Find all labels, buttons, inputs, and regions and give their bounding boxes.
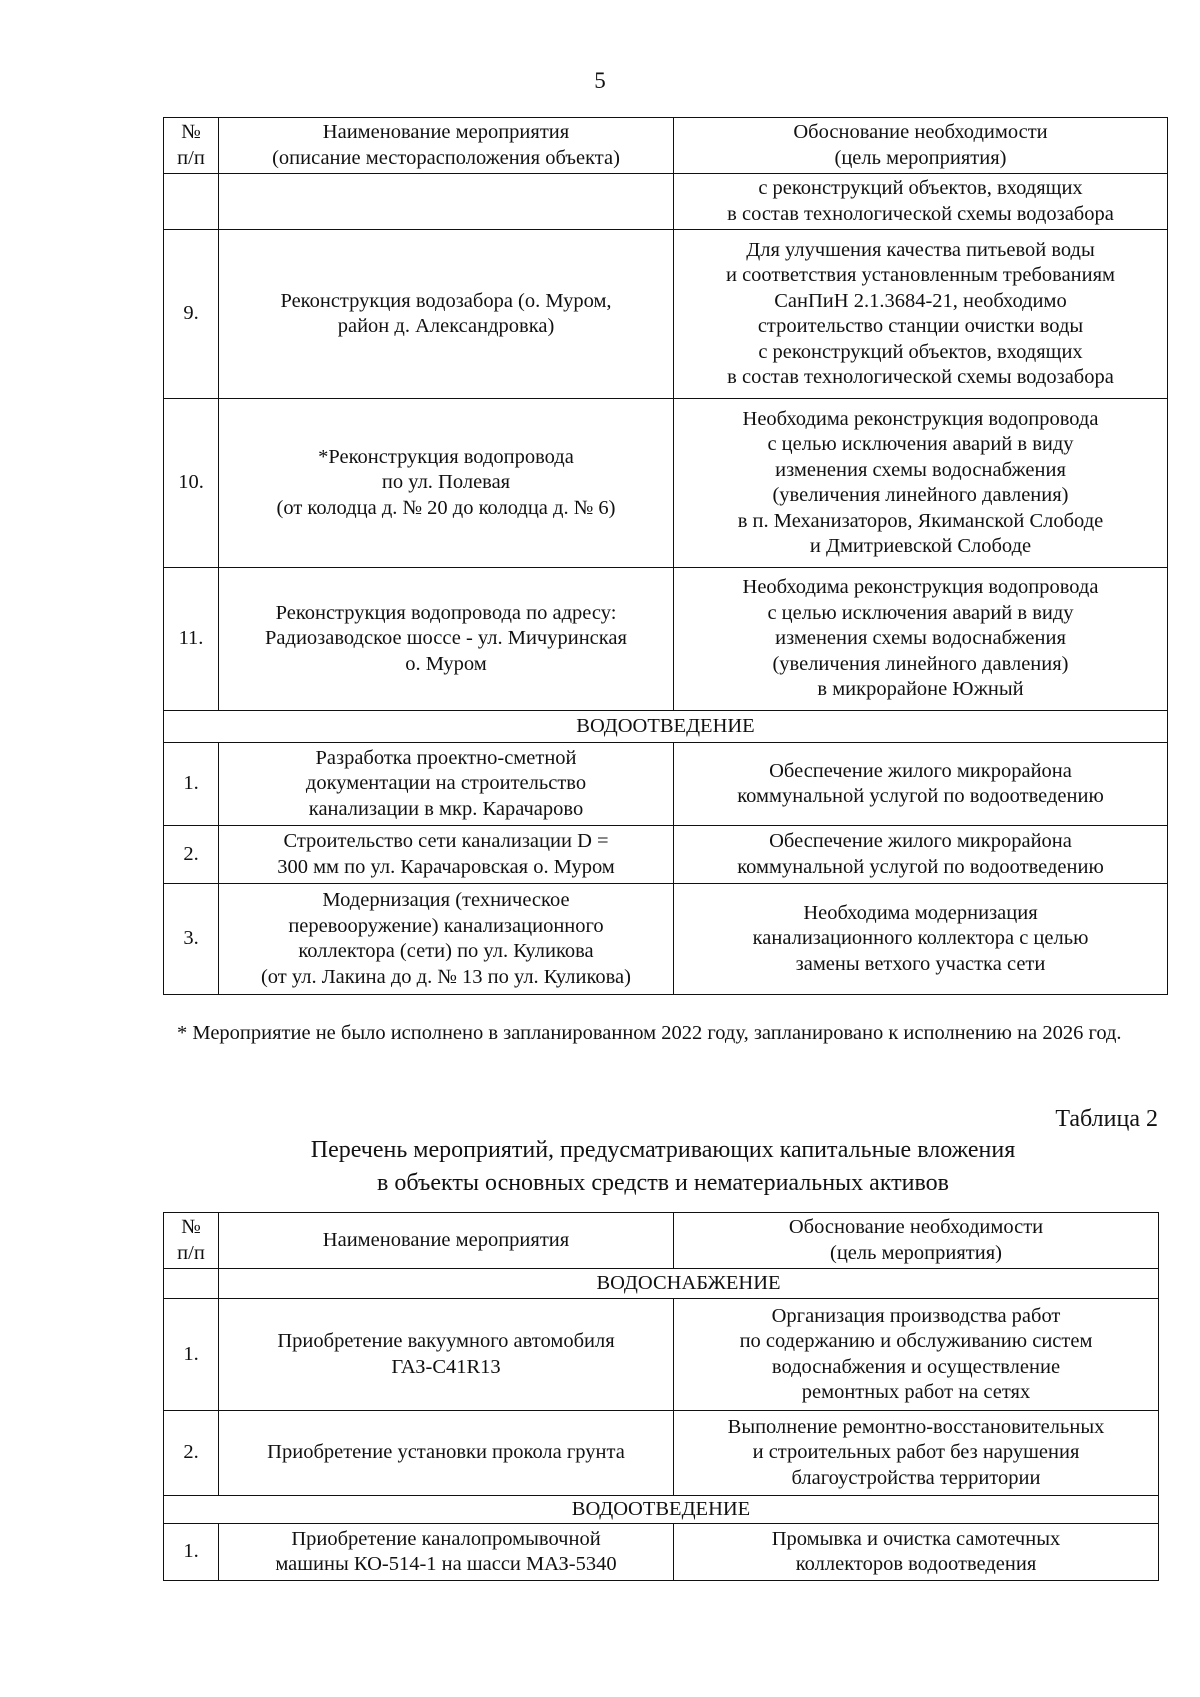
table-row bbox=[164, 743, 1168, 826]
row-name: Приобретение установки прокола грунта bbox=[219, 1411, 674, 1496]
section-empty-cell bbox=[164, 1269, 219, 1299]
header-reason: Обоснование необходимости (цель мероприятия) bbox=[674, 1213, 1159, 1269]
row-number: 11. bbox=[164, 568, 219, 711]
row-number: 2. bbox=[164, 826, 219, 884]
row-name: Приобретение вакуумного автомобиля ГАЗ-С41R13 bbox=[219, 1299, 674, 1411]
table-row bbox=[164, 568, 1168, 711]
row-reason: Необходима модернизация канализационного коллектора с целью замены ветхого участка сети bbox=[674, 884, 1168, 995]
row-name: Реконструкция водозабора (о. Муром, район д. Александровка) bbox=[219, 230, 674, 399]
row-reason: Обеспечение жилого микрорайона коммунальной услугой по водоотведению bbox=[674, 743, 1168, 826]
section-row bbox=[164, 1496, 1159, 1524]
header-number: № п/п bbox=[164, 118, 219, 174]
row-number: 1. bbox=[164, 1299, 219, 1411]
row-number: 1. bbox=[164, 1524, 219, 1581]
row-number: 2. bbox=[164, 1411, 219, 1496]
row-name: Разработка проектно-сметной документации на строительство канализации в мкр. Карачарово bbox=[219, 743, 674, 826]
row-name: Приобретение каналопромывочной машины КО-514-1 на шасси МАЗ-5340 bbox=[219, 1524, 674, 1581]
row-number: 9. bbox=[164, 230, 219, 399]
table-header-row bbox=[164, 1213, 1159, 1269]
row-name: *Реконструкция водопровода по ул. Полевая (от колодца д. № 20 до колодца д. № 6) bbox=[219, 399, 674, 568]
capital-investments-table bbox=[163, 1212, 1159, 1581]
row-number: 10. bbox=[164, 399, 219, 568]
row-reason: Выполнение ремонтно-восстановительных и строительных работ без нарушения благоустройства территории bbox=[674, 1411, 1159, 1496]
section-heading-wastewater: ВОДООТВЕДЕНИЕ bbox=[164, 711, 1168, 743]
row-reason: Необходима реконструкция водопровода с целью исключения аварий в виду изменения схемы водоснабжения (увеличения линейного давления) в п. Механизаторов, Якиманской Слободе и Дмитриевской Слободе bbox=[674, 399, 1168, 568]
section-row bbox=[164, 711, 1168, 743]
table-caption: Таблица 2 bbox=[1055, 1106, 1158, 1132]
row-name bbox=[219, 174, 674, 230]
page-number: 5 bbox=[594, 68, 606, 93]
table-row bbox=[164, 1299, 1159, 1411]
table-row bbox=[164, 230, 1168, 399]
row-number: 1. bbox=[164, 743, 219, 826]
table-row bbox=[164, 1411, 1159, 1496]
row-reason: Обеспечение жилого микрорайона коммунальной услугой по водоотведению bbox=[674, 826, 1168, 884]
table-row bbox=[164, 826, 1168, 884]
table-row bbox=[164, 884, 1168, 995]
section-heading-water-supply: ВОДОСНАБЖЕНИЕ bbox=[219, 1269, 1159, 1299]
section-heading-wastewater: ВОДООТВЕДЕНИЕ bbox=[164, 1496, 1159, 1524]
table-title: Перечень мероприятий, предусматривающих капитальные вложения в объекты основных средств и нематериальных активов bbox=[310, 1137, 1016, 1196]
table-row bbox=[164, 174, 1168, 230]
row-reason: Организация производства работ по содержанию и обслуживанию систем водоснабжения и осуществление ремонтных работ на сетях bbox=[674, 1299, 1159, 1411]
table-row bbox=[164, 1524, 1159, 1581]
row-name: Реконструкция водопровода по адресу: Радиозаводское шоссе - ул. Мичуринская о. Муром bbox=[219, 568, 674, 711]
row-name: Модернизация (техническое перевооружение) канализационного коллектора (сети) по ул. Куликова (от ул. Лакина до д. № 13 по ул. Куликова) bbox=[219, 884, 674, 995]
header-name: Наименование мероприятия (описание месторасположения объекта) bbox=[219, 118, 674, 174]
row-reason: Промывка и очистка самотечных коллекторов водоотведения bbox=[674, 1524, 1159, 1581]
section-row bbox=[164, 1269, 1159, 1299]
row-name: Строительство сети канализации D = 300 мм по ул. Карачаровская о. Муром bbox=[219, 826, 674, 884]
row-number: 3. bbox=[164, 884, 219, 995]
footnote: * Мероприятие не было исполнено в запланированном 2022 году, запланировано к исполнению на 2026 год. bbox=[177, 1022, 1122, 1044]
table-header-row bbox=[164, 118, 1168, 174]
header-name: Наименование мероприятия bbox=[219, 1213, 674, 1269]
measures-table-1 bbox=[163, 117, 1168, 995]
row-number bbox=[164, 174, 219, 230]
row-reason: Для улучшения качества питьевой воды и соответствия установленным требованиям СанПиН 2.1.3684-21, необходимо строительство станции очистки воды с реконструкций объектов, входящих в состав технологической схемы водозабора bbox=[674, 230, 1168, 399]
table-row bbox=[164, 399, 1168, 568]
header-reason: Обоснование необходимости (цель мероприятия) bbox=[674, 118, 1168, 174]
header-number: № п/п bbox=[164, 1213, 219, 1269]
row-reason: с реконструкций объектов, входящих в состав технологической схемы водозабора bbox=[674, 174, 1168, 230]
row-reason: Необходима реконструкция водопровода с целью исключения аварий в виду изменения схемы водоснабжения (увеличения линейного давления) в микрорайоне Южный bbox=[674, 568, 1168, 711]
